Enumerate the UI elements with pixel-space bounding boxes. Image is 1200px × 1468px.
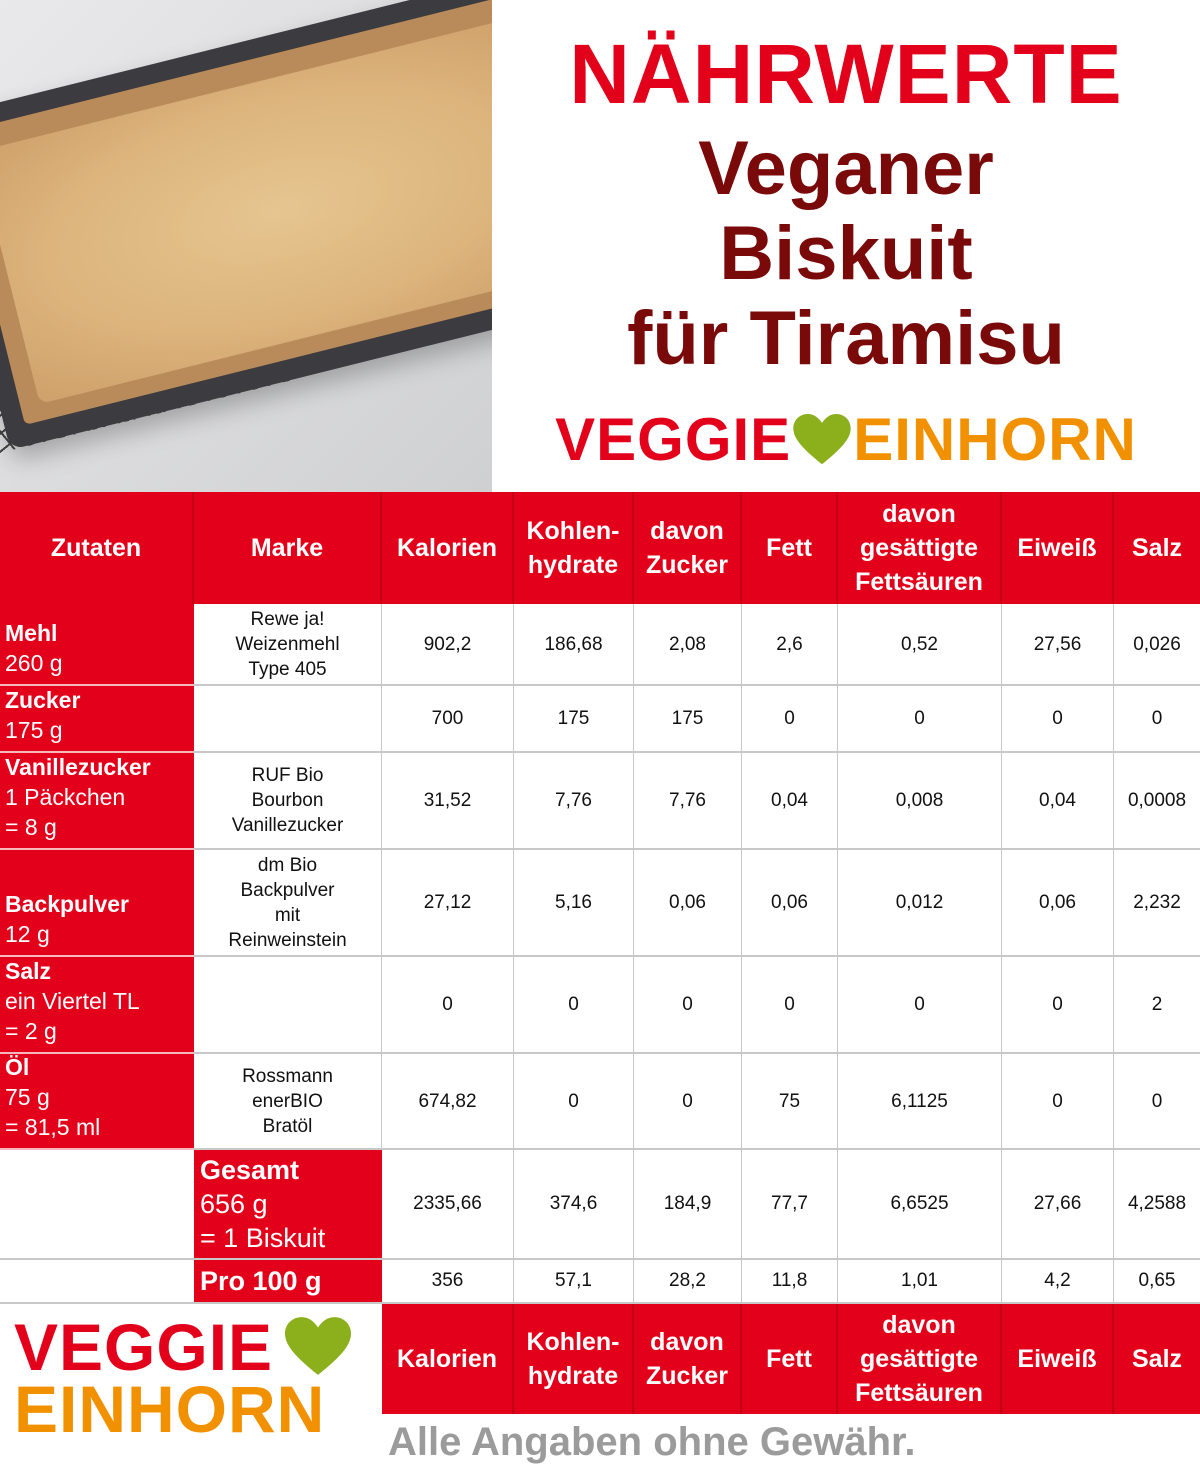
header-satfat-line2: gesättigte — [859, 534, 979, 562]
total-carbs: 374,6 — [514, 1150, 634, 1260]
value-protein: 0 — [1002, 1054, 1114, 1150]
disclaimer: Alle Angaben ohne Gewähr. — [388, 1420, 916, 1464]
total-row — [0, 1150, 1200, 1260]
footer-sugar-line1: davon — [650, 1328, 724, 1356]
brand-cell — [194, 850, 382, 957]
value-protein: 0 — [1002, 957, 1114, 1054]
title-block — [492, 0, 1200, 492]
total-calories: 2335,66 — [382, 1150, 514, 1260]
ingredient-amount: 12 g — [5, 921, 50, 947]
brand-line: Bourbon — [251, 790, 324, 811]
per100-row — [0, 1260, 1200, 1304]
value-salt: 0,0008 — [1114, 753, 1200, 850]
footer-header-carbs — [514, 1304, 634, 1414]
brand-line: dm Bio — [257, 854, 318, 876]
ingredient-amount: = 2 g — [5, 1018, 57, 1044]
total-label — [194, 1150, 382, 1260]
value-fat: 0 — [742, 686, 838, 753]
footer-header-calories: Kalorien — [382, 1304, 514, 1414]
per100-blank — [0, 1260, 194, 1304]
value-carbs: 0 — [514, 957, 634, 1054]
brand-cell — [194, 957, 382, 1054]
header-fat: Fett — [742, 492, 838, 604]
value-carbs: 7,76 — [514, 753, 634, 850]
value-calories: 27,12 — [382, 850, 514, 957]
footer-header-sugar — [634, 1304, 742, 1414]
total-label-line3: = 1 Biskuit — [200, 1223, 326, 1253]
ingredient-name: Vanillezucker — [5, 754, 151, 780]
value-saturated-fat: 0 — [838, 686, 1002, 753]
header-sugar — [634, 492, 742, 604]
table-row — [0, 604, 1200, 686]
table-row — [0, 957, 1200, 1054]
value-carbs: 0 — [514, 1054, 634, 1150]
footer-satfat-line3: Fettsäuren — [855, 1379, 983, 1407]
logo-bottom-einhorn: EINHORN — [14, 1372, 326, 1446]
ingredient-amount: 175 g — [5, 717, 63, 743]
footer-header-salt: Salz — [1114, 1304, 1200, 1414]
ingredient-amount: = 81,5 ml — [5, 1114, 101, 1140]
brand-line: Weizenmehl — [235, 633, 340, 655]
value-sugar: 0 — [634, 957, 742, 1054]
header-ingredients: Zutaten — [0, 492, 194, 604]
table-row — [0, 753, 1200, 850]
brand-cell — [194, 686, 382, 753]
total-label-line1: Gesamt — [200, 1155, 300, 1185]
ingredient-amount: 260 g — [5, 650, 63, 676]
ingredient-cell — [0, 957, 194, 1054]
value-fat: 0 — [742, 957, 838, 1054]
title-line-1: Veganer — [698, 126, 994, 211]
value-saturated-fat: 6,1125 — [838, 1054, 1002, 1150]
ingredient-cell — [0, 686, 194, 753]
footer-carbs-line2: hydrate — [527, 1362, 619, 1390]
header-calories: Kalorien — [382, 492, 514, 604]
value-sugar: 0 — [634, 1054, 742, 1150]
table-row — [0, 850, 1200, 957]
ingredient-amount: 75 g — [5, 1084, 50, 1110]
footer-header-protein: Eiweiß — [1002, 1304, 1114, 1414]
value-saturated-fat: 0,52 — [838, 604, 1002, 686]
logo-bottom-veggie: VEGGIE — [14, 1310, 274, 1384]
logo-word-einhorn: EINHORN — [853, 406, 1137, 473]
value-protein: 0 — [1002, 686, 1114, 753]
per100-carbs: 57,1 — [514, 1260, 634, 1304]
header-salt: Salz — [1114, 492, 1200, 604]
brand-line: Rossmann — [242, 1065, 333, 1087]
per100-label — [194, 1260, 382, 1304]
heart-icon — [793, 414, 851, 466]
footer-header-fat: Fett — [742, 1304, 838, 1414]
table-header — [0, 492, 1200, 604]
value-calories: 31,52 — [382, 753, 514, 850]
value-protein: 0,06 — [1002, 850, 1114, 957]
logo-word-veggie: VEGGIE — [555, 406, 792, 473]
ingredient-name: Salz — [5, 958, 52, 984]
header-saturated-fat — [838, 492, 1002, 604]
footer-sugar-line2: Zucker — [646, 1362, 728, 1390]
footer-satfat-line1: davon — [882, 1311, 956, 1339]
per100-sugar: 28,2 — [634, 1260, 742, 1304]
brand-cell — [194, 604, 382, 686]
value-salt: 0,026 — [1114, 604, 1200, 686]
brand-cell — [194, 1054, 382, 1150]
value-sugar: 7,76 — [634, 753, 742, 850]
total-blank — [0, 1150, 194, 1260]
per100-label-text: Pro 100 g — [200, 1266, 322, 1296]
value-fat: 0,06 — [742, 850, 838, 957]
header-sugar-line1: davon — [650, 517, 724, 545]
per100-saturated-fat: 1,01 — [838, 1260, 1002, 1304]
footer-satfat-line2: gesättigte — [859, 1345, 979, 1373]
ingredient-cell — [0, 1054, 194, 1150]
value-sugar: 2,08 — [634, 604, 742, 686]
brand-line: Type 405 — [248, 658, 327, 680]
brand-line: Reinweinstein — [228, 929, 347, 951]
logo-top — [492, 402, 1200, 478]
per100-salt: 0,65 — [1114, 1260, 1200, 1304]
brand-line: enerBIO — [252, 1090, 323, 1112]
ingredient-name: Zucker — [5, 687, 81, 713]
title-line-3: für Tiramisu — [627, 296, 1065, 381]
value-salt: 2,232 — [1114, 850, 1200, 957]
biskuit-photo — [0, 0, 492, 492]
ingredient-name: Öl — [5, 1054, 30, 1080]
value-carbs: 5,16 — [514, 850, 634, 957]
value-fat: 75 — [742, 1054, 838, 1150]
table-footer-header — [0, 1304, 1200, 1414]
header-brand: Marke — [194, 492, 382, 604]
header-carbs — [514, 492, 634, 604]
header-carbs-line2: hydrate — [527, 551, 619, 579]
value-protein: 27,56 — [1002, 604, 1114, 686]
value-calories: 902,2 — [382, 604, 514, 686]
ingredient-cell — [0, 850, 194, 957]
value-sugar: 175 — [634, 686, 742, 753]
title-line-2: Biskuit — [719, 211, 973, 296]
value-fat: 2,6 — [742, 604, 838, 686]
ingredient-name: Backpulver — [5, 891, 130, 917]
header-protein: Eiweiß — [1002, 492, 1114, 604]
ingredient-amount: 1 Päckchen — [5, 784, 126, 810]
brand-cell — [194, 753, 382, 850]
total-saturated-fat: 6,6525 — [838, 1150, 1002, 1260]
header-carbs-line1: Kohlen- — [526, 517, 620, 545]
value-saturated-fat: 0,012 — [838, 850, 1002, 957]
per100-protein: 4,2 — [1002, 1260, 1114, 1304]
per100-calories: 356 — [382, 1260, 514, 1304]
value-saturated-fat: 0,008 — [838, 753, 1002, 850]
value-fat: 0,04 — [742, 753, 838, 850]
table-row — [0, 1054, 1200, 1150]
value-calories: 700 — [382, 686, 514, 753]
total-fat: 77,7 — [742, 1150, 838, 1260]
ingredient-cell — [0, 753, 194, 850]
brand-line: Vanillezucker — [231, 815, 344, 836]
value-salt: 2 — [1114, 957, 1200, 1054]
header-satfat-line3: Fettsäuren — [855, 568, 983, 596]
ingredient-name: Mehl — [5, 620, 58, 646]
value-protein: 0,04 — [1002, 753, 1114, 850]
value-salt: 0 — [1114, 1054, 1200, 1150]
value-carbs: 175 — [514, 686, 634, 753]
value-saturated-fat: 0 — [838, 957, 1002, 1054]
total-sugar: 184,9 — [634, 1150, 742, 1260]
brand-line: Backpulver — [240, 879, 335, 901]
value-carbs: 186,68 — [514, 604, 634, 686]
total-protein: 27,66 — [1002, 1150, 1114, 1260]
ingredient-amount: = 8 g — [5, 814, 57, 840]
value-calories: 674,82 — [382, 1054, 514, 1150]
title-main: NÄHRWERTE — [569, 27, 1123, 121]
footer-carbs-line1: Kohlen- — [526, 1328, 620, 1356]
ingredient-amount: ein Viertel TL — [5, 988, 140, 1014]
brand-line: Bratöl — [262, 1115, 313, 1137]
value-sugar: 0,06 — [634, 850, 742, 957]
ingredient-cell — [0, 604, 194, 686]
total-label-line2: 656 g — [200, 1189, 268, 1219]
header-sugar-line2: Zucker — [646, 551, 728, 579]
per100-fat: 11,8 — [742, 1260, 838, 1304]
value-calories: 0 — [382, 957, 514, 1054]
footer-header-saturated-fat — [838, 1304, 1002, 1414]
brand-line: mit — [274, 904, 301, 926]
header-satfat-line1: davon — [882, 500, 956, 528]
brand-line: Rewe ja! — [250, 608, 325, 630]
total-salt: 4,2588 — [1114, 1150, 1200, 1260]
brand-line: RUF Bio — [251, 765, 324, 786]
table-row — [0, 686, 1200, 753]
value-salt: 0 — [1114, 686, 1200, 753]
